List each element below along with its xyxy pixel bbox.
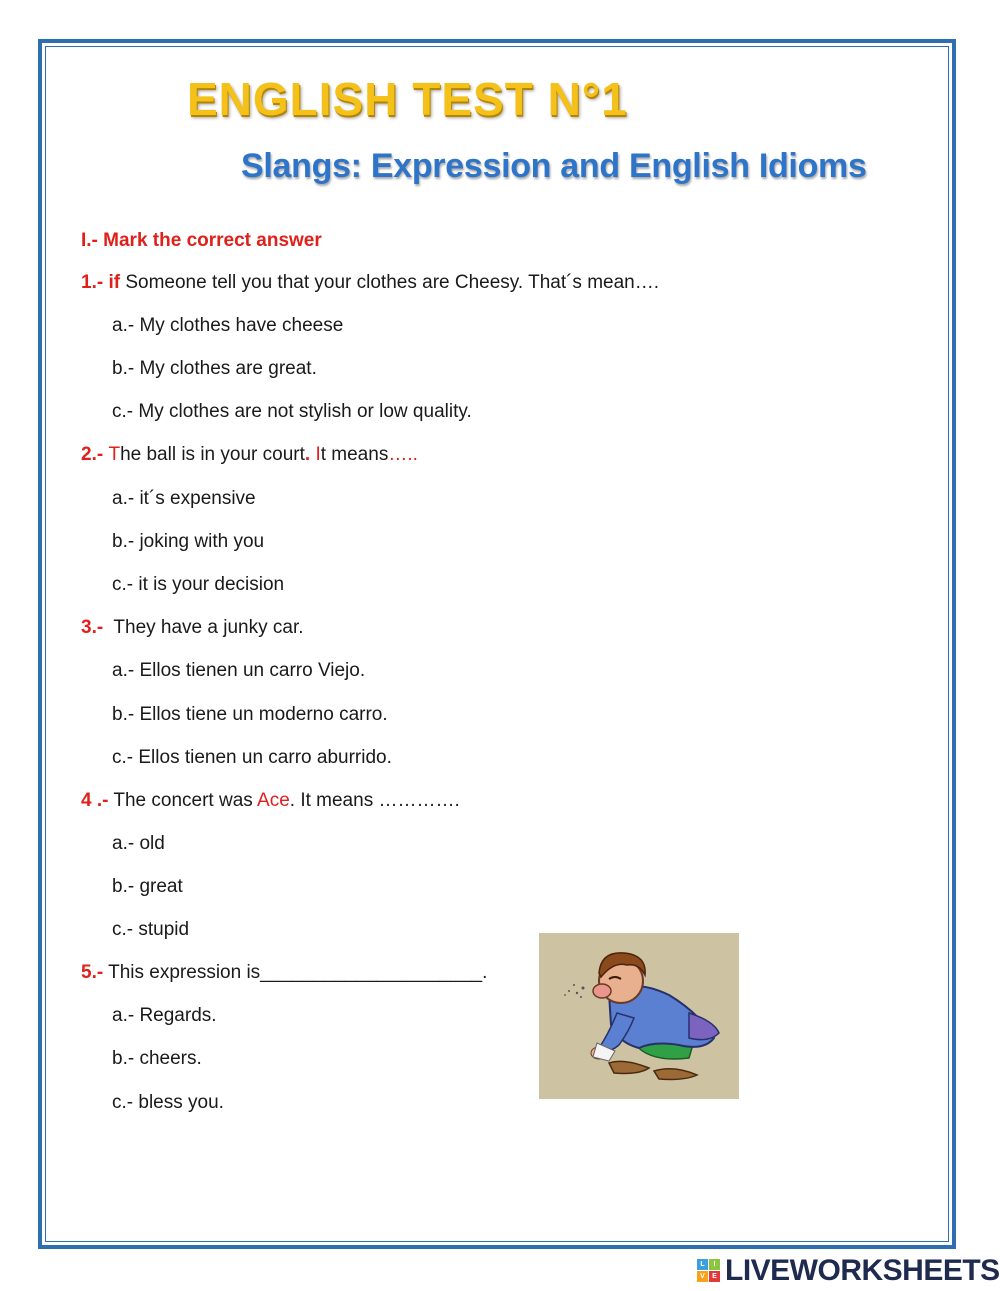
question-5 — [81, 961, 487, 985]
option-3a[interactable]: a.- Ellos tienen un carro Viejo. — [112, 660, 366, 681]
section-instruction: I.- Mark the correct answer — [81, 230, 322, 251]
question-text: Someone tell you that your clothes are Cheesy. That´s mean…. — [120, 272, 660, 293]
option-1c[interactable]: c.- My clothes are not stylish or low quality. — [112, 401, 472, 422]
question-1 — [81, 271, 659, 295]
option-4a[interactable]: a.- old — [112, 833, 165, 854]
option-2c[interactable]: c.- it is your decision — [112, 574, 285, 595]
option-1b[interactable]: b.- My clothes are great. — [112, 358, 317, 379]
question-3 — [81, 616, 304, 640]
option-5a[interactable]: a.- Regards. — [112, 1005, 217, 1026]
question-number: 5.- — [81, 962, 104, 983]
question-text: This expression is_____________________. — [103, 962, 488, 983]
option-2b[interactable]: b.- joking with you — [112, 531, 265, 552]
question-text: They have a junky car. — [103, 617, 304, 638]
question-4: 4 .- The concert was Ace. It means …………. — [81, 790, 460, 811]
question-2: 2.- The ball is in your court. It means….. — [81, 444, 418, 465]
option-5b[interactable]: b.- cheers. — [112, 1048, 202, 1069]
option-4c[interactable]: c.- stupid — [112, 919, 190, 940]
option-1a[interactable]: a.- My clothes have cheese — [112, 315, 344, 336]
question-number: 1.- if — [81, 272, 121, 293]
option-5c[interactable]: c.- bless you. — [112, 1092, 224, 1113]
question-number: 3.- — [81, 617, 104, 638]
test-title: ENGLISH TEST N°1 — [187, 73, 628, 125]
option-3b[interactable]: b.- Ellos tiene un moderno carro. — [112, 704, 388, 725]
question-number: 4 .- — [81, 790, 109, 811]
test-subtitle: Slangs: Expression and English Idioms — [241, 147, 867, 185]
option-4b[interactable]: b.- great — [112, 876, 183, 897]
option-2a[interactable]: a.- it´s expensive — [112, 488, 256, 509]
option-3c[interactable]: c.- Ellos tienen un carro aburrido. — [112, 747, 392, 768]
liveworksheets-logo[interactable] — [697, 1256, 1000, 1286]
liveworksheets-logo-text: LIVEWORKSHEETS — [725, 1254, 1000, 1287]
question-number: 2.- — [81, 444, 109, 465]
liveworksheets-logo-icon: L I V E — [697, 1259, 721, 1283]
sneezing-man-illustration — [539, 933, 739, 1099]
